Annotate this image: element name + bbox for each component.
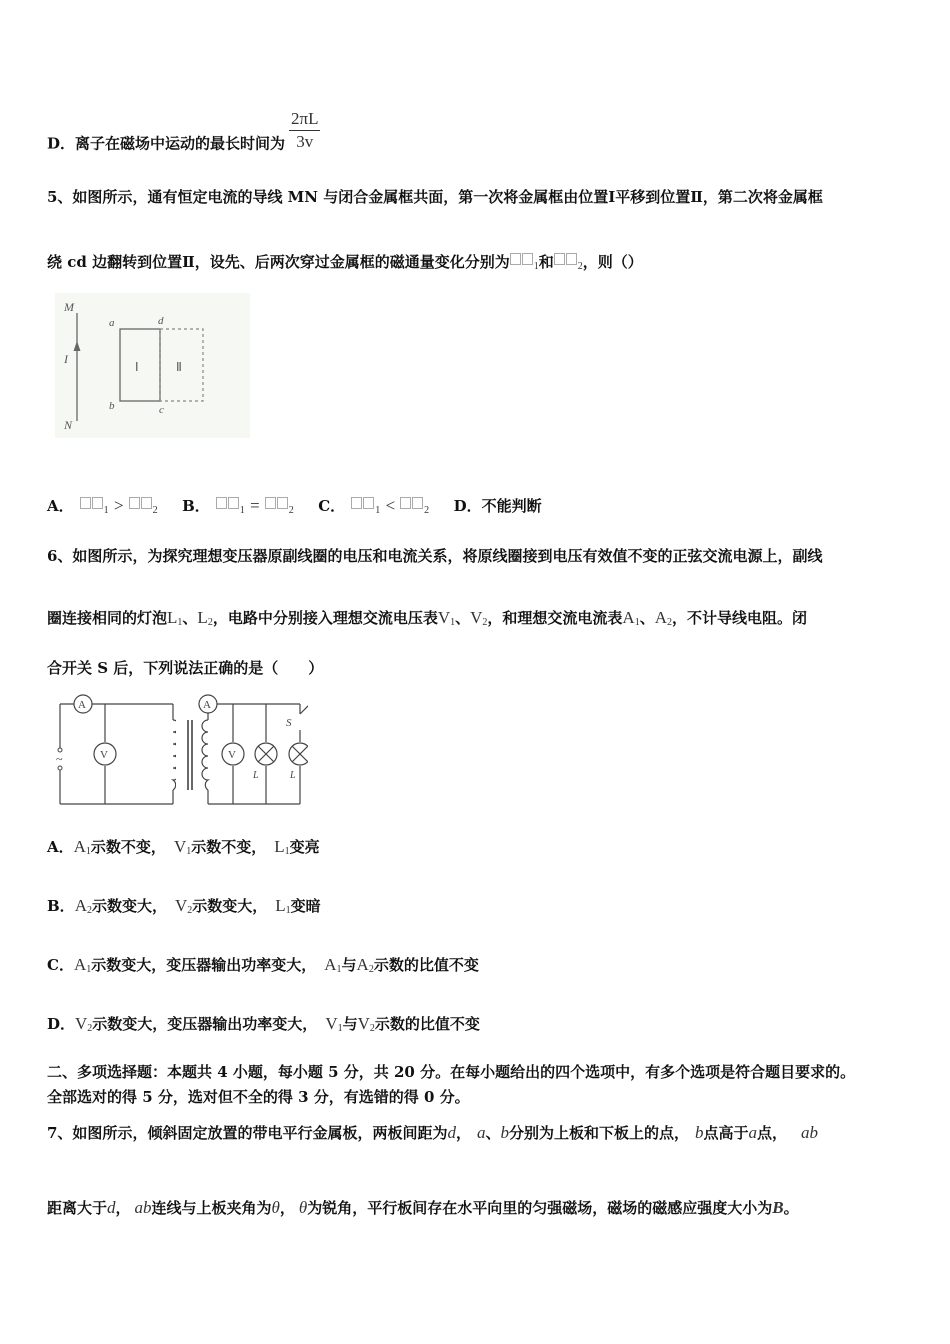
- q6-option-a[interactable]: A．$A_1$示数不变， $V_1$示数不变， $L_1$变亮: [47, 837, 320, 857]
- label-pos2: Ⅱ: [176, 360, 182, 374]
- q5-delta-phi1: 1: [510, 252, 539, 271]
- a1-label: A: [78, 699, 86, 711]
- q5-line2-text-c: ，则（）: [582, 253, 643, 271]
- q5-options: [47, 495, 542, 516]
- q5-line2-text-b: 和: [538, 253, 554, 271]
- label-i: I: [64, 352, 68, 366]
- label-n: N: [64, 418, 73, 432]
- label-a: a: [109, 317, 115, 329]
- q7-stem-line1: 7、如图所示，倾斜固定放置的带电平行金属板，两板间距为d， a、b分别为上板和下板上的点， b点高于a点， ab: [47, 1123, 819, 1142]
- section2-line2: 全部选对的得 5 分，选对但不全的得 3 分，有选错的得 0 分。: [47, 1088, 470, 1106]
- switch-s-blade: [300, 704, 308, 714]
- q5-stem-line2: [47, 251, 643, 272]
- q6-option-b[interactable]: B．$A_2$示数变大， $V_2$示数变大， $L_1$变暗: [47, 896, 321, 916]
- label-m: M: [64, 300, 74, 314]
- q5-delta-phi2: 2: [554, 252, 583, 271]
- switch-s-label: S: [286, 717, 292, 729]
- l2-label: L: [290, 770, 296, 781]
- ac-source-icon: ~: [56, 752, 63, 766]
- q7-stem-line2: 距离大于d， ab连线与上板夹角为θ， θ为锐角，平行板间存在水平向里的匀强磁场，磁场的磁感应强度大小为B。: [47, 1198, 799, 1217]
- section2-line1: 二、多项选择题：本题共 4 小题，每小题 5 分，共 20 分。在每小题给出的四个选项中，有多个选项是符合题目要求的。: [47, 1063, 856, 1081]
- label-c: c: [159, 404, 164, 416]
- q5-option-d[interactable]: D．不能判断: [453, 497, 542, 515]
- q5-figure: [55, 293, 250, 438]
- v1-label: V: [100, 749, 108, 761]
- q4-fraction: [289, 108, 320, 153]
- q6-stem-line1: 6、如图所示，为探究理想变压器原副线圈的电压和电流关系，将原线圈接到电压有效值不变的正弦交流电源上，副线: [47, 547, 823, 565]
- label-d: d: [158, 315, 164, 327]
- l1-label: L: [253, 770, 259, 781]
- q6-option-d[interactable]: D．$V_2$示数变大，变压器输出功率变大， $V_1$与$V_2$示数的比值不变: [47, 1014, 480, 1034]
- q6-circuit-figure: [48, 690, 308, 808]
- q5-line2-text-a: 绕 cd 边翻转到位置Ⅱ，设先、后两次穿过金属框的磁通量变化分别为: [47, 253, 510, 271]
- a2-label: A: [203, 699, 211, 711]
- q4-option-d-text: D．离子在磁场中运动的最长时间为: [47, 134, 286, 153]
- q5-stem-line1: 5、如图所示，通有恒定电流的导线 MN 与闭合金属框共面，第一次将金属框由位置Ⅰ平移到位置Ⅱ，第二次将金属框: [47, 188, 823, 206]
- q6-stem-line2: 圈连接相同的灯泡$L_1$、$L_2$，电路中分别接入理想交流电压表$V_1$、$V_2$，和理想交流电流表$A_1$、$A_2$，不计导线电阻。闭: [47, 608, 808, 628]
- v2-label: V: [228, 749, 236, 761]
- q5-option-b[interactable]: B． $_1$ = $_2$: [182, 496, 294, 516]
- q6-stem-line3: 合开关 S 后，下列说法正确的是（ ）: [47, 659, 324, 677]
- q5-option-a[interactable]: A． $_1$ > $_2$: [47, 496, 158, 516]
- q5-option-c[interactable]: C． $_1$ < $_2$: [318, 496, 430, 516]
- q4-frac-numerator: 2πL: [289, 108, 320, 131]
- label-b: b: [109, 400, 115, 412]
- q6-option-c[interactable]: C．$A_1$示数变大，变压器输出功率变大， $A_1$与$A_2$示数的比值不变: [47, 955, 479, 975]
- label-pos1: Ⅰ: [135, 360, 139, 374]
- q4-frac-denominator: 3v: [296, 132, 314, 151]
